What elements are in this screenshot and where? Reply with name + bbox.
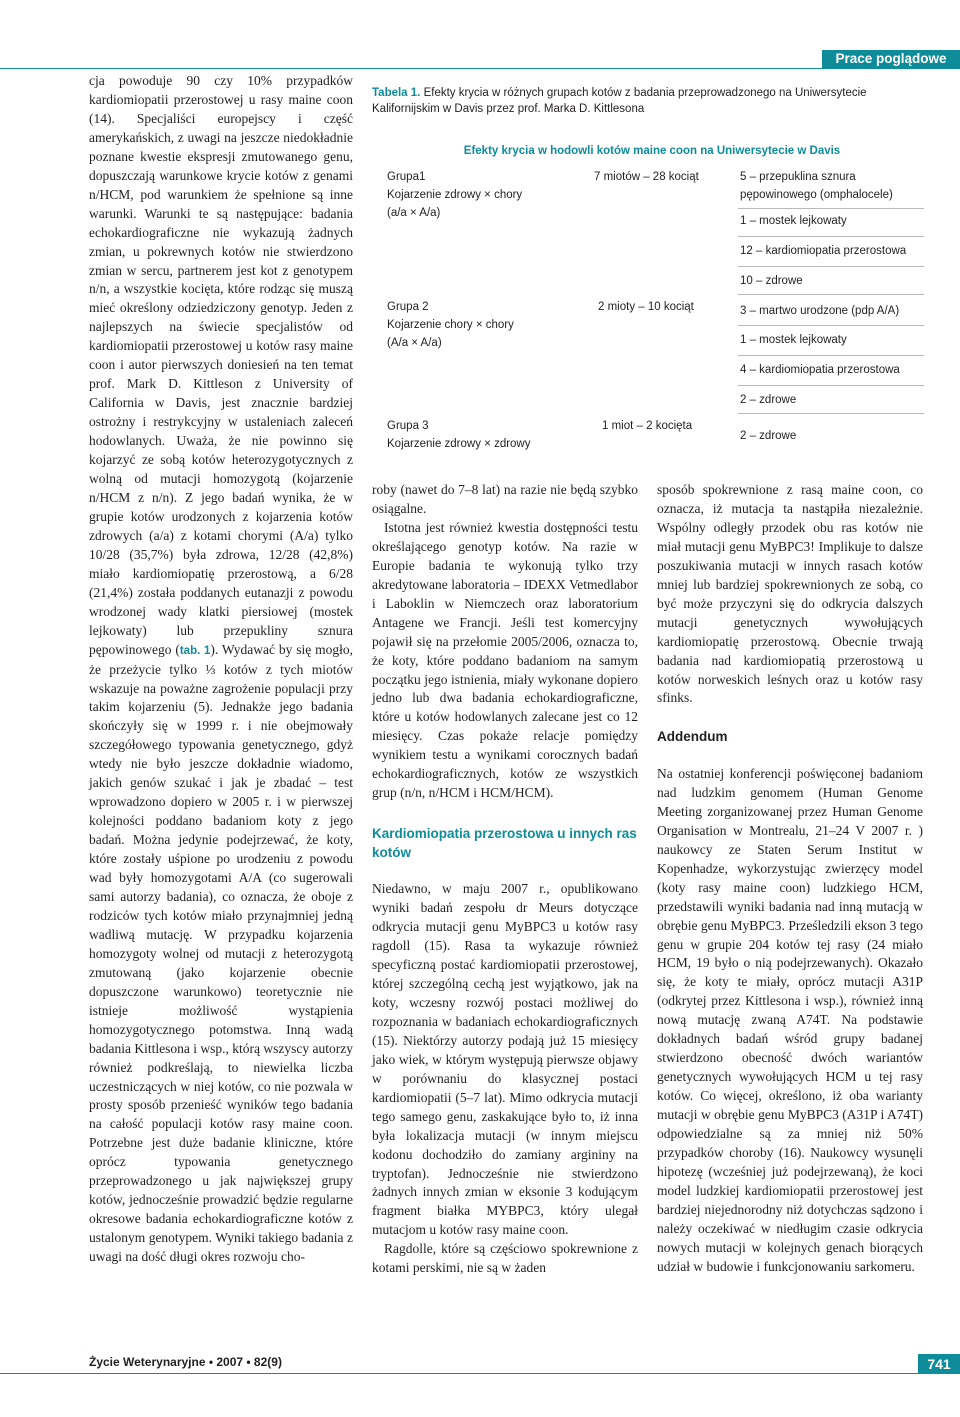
left-paragraph (89, 72, 353, 1267)
journal-footer: Życie Weterynaryjne • 2007 • 82(9) (89, 1355, 282, 1369)
table-caption-text: Efekty krycia w różnych grupach kotów z badania przeprowadzonego na Uniwersytecie Kalifornijskim w Davis przez prof. Marka D. Kittlesona (372, 87, 867, 115)
footer-rule (0, 1373, 960, 1374)
left-text: cja powoduje 90 czy 10% przypadków kardiomiopatii przerostowej u rasy maine coon (14). Specjaliści europejscy i część amerykańskich, z uwagi na jeszcze niedokładnie poznane kwestie ekspresji zmutowanego genu, dopuszczają warunkowe krycie kotów z genami n/HCM, pod warunkiem że spełnione są inne warunki. Warunki te są następujące: badania echokardiograficzne nie wykazują żadnych zmian, u pokrewnych kotów nie stwierdzono zmian w sercu, partnerem jest kot z genotypem n/n, a wszystkie kocięta, które rodząc się muszą mieć określony odziedziczony genotyp. Jeden z najlepszych na świecie specjalistów od kardiomiopatii przerostowej u kotów rasy maine coon i autor pierwszych doniesień na ten temat prof. Mark D. Kittleson z University of California w Davis, jest znacznie bardziej ostrożny i restrykcyjny w ustaleniach zaleceń hodowlanych. Uważa, że nie powinno się kojarzyć ze sobą kotów heterozygotycznych z wolną od mutacji homozygotą (kojarzenie n/HCM z n/n). Z jego badań wynika, że w grupie kotów urodzonych z kojarzenia kotów zdrowych (a/a) z kotami chorymi (A/a) tylko 10/28 (35,7%) była zdrowa, 12/28 (42,8%) miało kardiomiopatię przerostową, a 6/28 (21,4%) została poddanych eutanazji z powodu wrodzonej wady klatki piersiowej (mostek lejkowaty) lub przepukliny sznura pępowinowego ( (89, 73, 353, 657)
group-genotype: (a/a × A/a) (387, 207, 441, 219)
table-label: Tabela 1. (372, 87, 421, 99)
table-caption (372, 85, 932, 117)
table-rule (738, 355, 924, 356)
group-mating: Kojarzenie chory × chory (387, 319, 514, 331)
table-rule (738, 236, 924, 237)
group-1-cell (387, 168, 522, 222)
group-1-litters: 7 miotów – 28 kociąt (594, 171, 699, 183)
right-paragraph: Na ostatniej konferencji poświęconej badaniom nad ludzkim genomem (Human Genome Meeting zorganizowanej przez Human Genome Organisation w Montrealu, 21–24 V 2007 r. ) naukowcy ze Staten Serum Institut w Kopenhadze, wykorzystując zwierzęcy model (koty rasy maine coon) ludzkiego HCM, przedstawili wyniki badania nad inną mutacją w obrębie genu MyBPC3. Prześledzili ekson 3 tego genu w grupie 204 kotów tej rasy (24 miało HCM, 19 było o nią podejrzewanych). Okazało się, że koty te miały, oprócz mutacji A31P (odkrytej przez Kittlesona i wsp.), również inną nową mutację zwaną A74T. Na podstawie dokładnych badań wśród grupy badanej stwierdzono obecność dwóch wariantów genetycznych wywołujących HCM u tej rasy kotów. Co więcej, określono, iż oba warianty mutacji w obrębie genu MyBPC3 (A31P i A74T) odpowiedzialne są za mniej niż 50% przypadków choroby (16). Naukowcy wysunęli hipotezę (wcześniej już podejrzewaną), że koci model ludzkiej kardiomiopatii przerostowej jest bardziej niejednorodny niż dotychczas sądzono i należy oczekiwać w niedługim czasie odkrycia nowych mutacji w kolejnych genach biorących udział w budowie i funkcjonowaniu sarkomeru. (657, 765, 923, 1274)
middle-paragraph: Istotna jest również kwestia dostępności testu określającego genotyp kotów. Na razie w Europie badania te wykonują tylko trzy akredytowane laboratoria – IDEXX Vetmedlabor i Laboklin w Niemczech oraz laboratorium Antagene we Francji. Jeśli test komercyjny pojawił się na przełomie 2005/2006, oznacza to, że koty, które poddano badaniom na samym początku jego istnienia, miały wykonane dopiero jedno lub dwa badania echokardiograficzne, które u kotów hodowlanych zalecane jest co 12 miesięcy. Czas pokaże relacje pomiędzy wynikiem testu a wynikami corocznych badań echokardiograficznych, kotów ze wszystkich grup (n/n, n/HCM i HCM/HCM). (372, 519, 638, 801)
group-name: Grupa1 (387, 171, 426, 183)
table-rule (738, 385, 924, 386)
top-rule (0, 68, 960, 69)
left-text-end: ). Wydawać by się mogło, że przeżycie tylko ⅓ kotów z tych miotów wskazuje na poważne zagrożenie populacji przy takim kojarzeniu (5). Jednakże jego badania skończyły się w 1999 r. i nie obejmowały szczegółowego typowania genetycznego, gdyż wtedy nie było jeszcze dokładnie wiadomo, jakich genów szukać i jak je zbadać – test wprowadzono dopiero w 2005 r. i w pierwszej kolejności poddano badaniom koty z jego badań. Można jedynie podejrzewać, że koty, które zostały uśpione po urodzeniu z powodu wad były homozygotami A/A (co sugerowali sami autorzy badania), co oznacza, że oboje z rodziców tych kotów miało przynajmniej jedną wadliwą mutację. W przypadku kojarzenia homozygoty wolnej od mutacji z heterozygotą zmutowaną (jako kojarzenie obecnie dopuszczone warunkowo) teoretycznie nie istnieje możliwość wystąpienia homozygotycznego potomstwa. Inną wadą badania Kittlesona i wsp., którą wszyscy autorzy również podkreślają, to niewielka liczba uczestniczących w niej kotów, co nie pozwala w prosty sposób przenieść wyników tego badania na całość populacji kotów rasy maine coon. Potrzebne jest duże badanie kliniczne, które oprócz typowania genetycznego przeprowadzonego u jak największej grupy kotów, jednocześnie prowadzić będzie regularne okresowe badania echokardiograficzne kotów z ustalonym genotypem. Wyniki takiego badania z uwagi na dość długi okres rozwoju cho- (89, 641, 353, 1265)
middle-column (372, 481, 638, 1278)
middle-paragraph: Ragdolle, które są częściowo spokrewnione z kotami perskimi, nie są w żaden (372, 1241, 638, 1276)
group-1-outcome: 10 – zdrowe (740, 275, 803, 287)
right-column (657, 481, 923, 1277)
group-1-outcome: 5 – przepuklina sznura pępowinowego (omphalocele) (740, 171, 893, 201)
section-heading: Kardiomiopatia przerostowa u innych ras kotów (372, 826, 637, 860)
addendum-heading: Addendum (657, 729, 728, 745)
group-1-outcome: 12 – kardiomiopatia przerostowa (740, 245, 907, 257)
group-mating: Kojarzenie zdrowy × chory (387, 189, 523, 201)
group-2-outcome: 2 – zdrowe (740, 394, 797, 406)
page-number: 741 (918, 1354, 960, 1374)
group-2-outcome: 4 – kardiomiopatia przerostowa (740, 364, 900, 376)
table-header: Efekty krycia w hodowli kotów maine coon na Uniwersytecie w Davis (463, 145, 841, 157)
group-3-cell (387, 417, 531, 453)
group-2-cell (387, 298, 514, 352)
table-rule (738, 266, 924, 267)
group-name: Grupa 2 (387, 301, 429, 313)
group-3-outcome: 2 – zdrowe (740, 430, 797, 442)
group-2-outcome: 3 – martwo urodzone (pdp A/A) (740, 305, 900, 317)
table-reference-link[interactable]: tab. 1 (179, 644, 211, 657)
group-genotype: (A/a × A/a) (387, 337, 442, 349)
table-rule (738, 325, 924, 326)
group-1-outcome: 1 – mostek lejkowaty (740, 215, 847, 227)
middle-paragraph: Niedawno, w maju 2007 r., opublikowano wyniki badań zespołu dr Meurs dotyczące odkrycia mutacji genu MyBPC3 u kotów rasy ragdoll (15). Rasa ta wykazuje również specyficzną postać kardiomiopatii przerostowej, której szczególną cechą jest wyjątkowo, jak na koty, wczesny rozwój postaci możliwej do rozpoznania w badaniach echokardiograficznych (15). Niektórzy autorzy podają już 15 miesięcy jako wiek, w którym występują pierwsze objawy w porównaniu do klasycznej postaci kardiomiopatii (5–7 lat). Mimo odkrycia mutacji tego samego genu, zaskakujące było to, iż inna była lokalizacja mutacji (w innym miejscu kodonu dochodziło do zamiany argininy na tryptofan). Jednocześnie nie stwierdzono żadnych innych zmian w eksonie 3 kodującym fragment białka MYBPC3, który ulegał mutacjom u kotów rasy maine coon. (372, 881, 638, 1238)
group-2-litters: 2 mioty – 10 kociąt (598, 301, 694, 313)
group-2-outcome: 1 – mostek lejkowaty (740, 334, 847, 346)
right-paragraph: sposób spokrewnione z rasą maine coon, co oznacza, iż mutacja ta nastąpiła niezależnie. Wspólny odległy przodek obu ras kotów nie miał mutacji genu MyBPC3! Implikuje to dalsze poszukiwania mutacji w innych rasach kotów mniej lub bardziej spokrewnionych ze sobą, co być może przyczyni się do odkrycia dalszych mutacji genetycznych wywołujących kardiomiopatię przerostową. Obecnie trwają badania nad kardiomiopatią przerostową u kotów norweskich leśnych oraz u kotów rasy sfinks. (657, 482, 923, 706)
group-3-litters: 1 miot – 2 kocięta (602, 420, 693, 432)
group-mating: Kojarzenie zdrowy × zdrowy (387, 438, 531, 450)
table-rule (738, 208, 924, 209)
group-name: Grupa 3 (387, 420, 429, 432)
table-rule (738, 413, 924, 414)
left-column (89, 72, 353, 1267)
section-tag: Prace poglądowe (822, 50, 960, 68)
middle-paragraph: roby (nawet do 7–8 lat) na razie nie będą szybko osiągalne. (372, 482, 638, 516)
table-rule (738, 294, 924, 295)
